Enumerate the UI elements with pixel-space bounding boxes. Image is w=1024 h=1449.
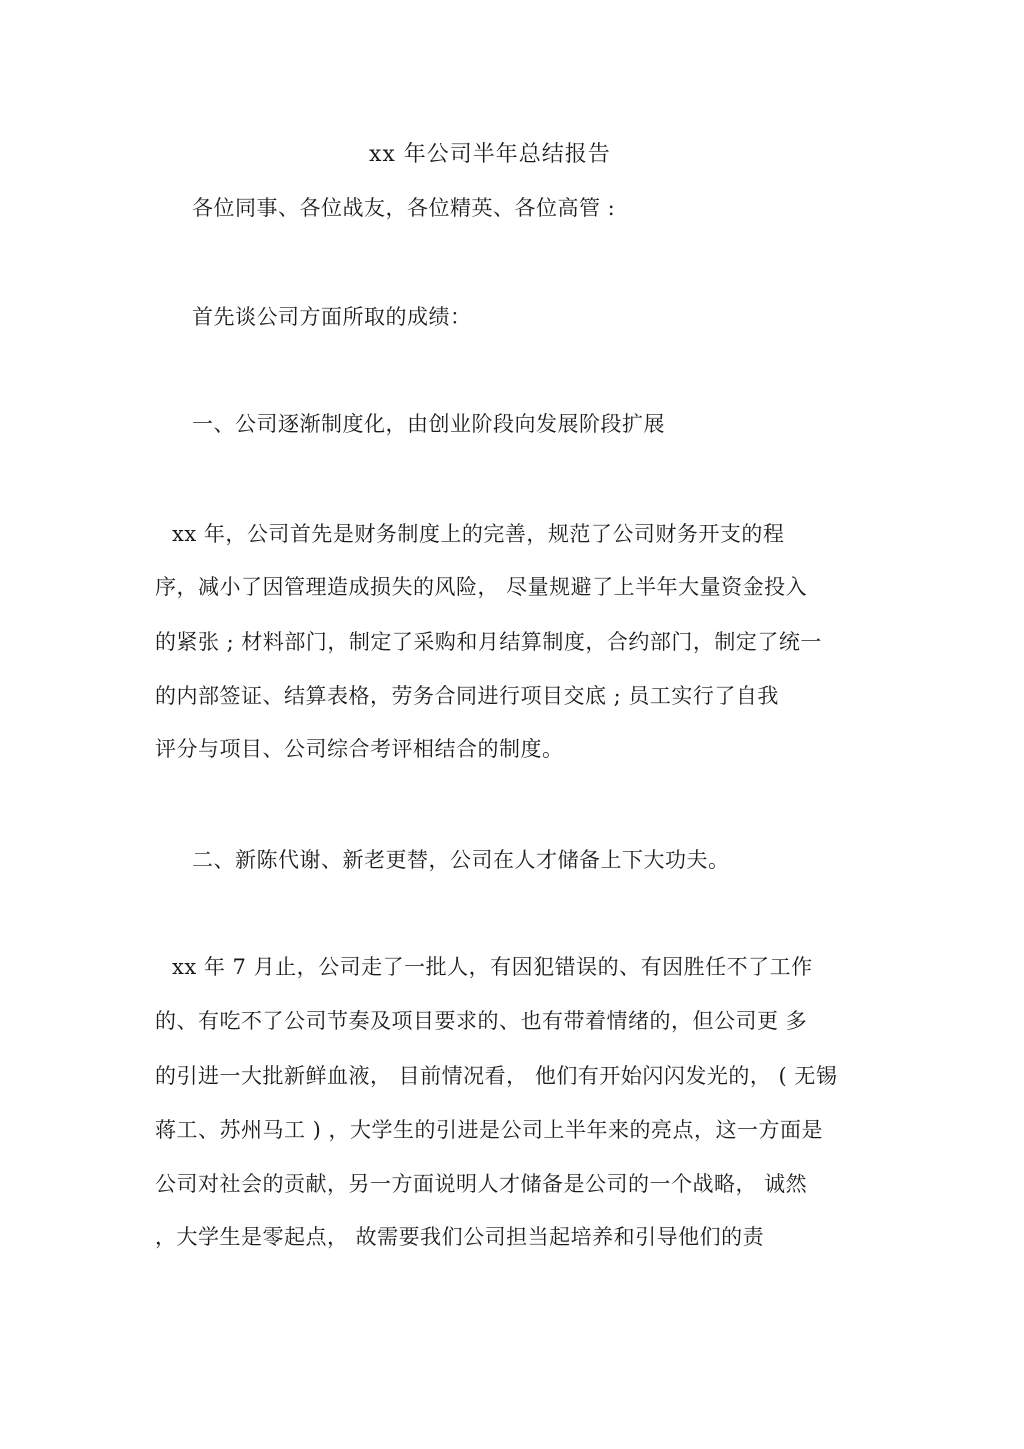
section-2-line: 的引进一大批新鲜血液， 目前情况看， 他们有开始闪闪发光的， ( 无锡	[155, 1064, 838, 1088]
salutation: 各位同事、各位战友，各位精英、各位高管 :	[192, 196, 616, 220]
section-2-line: xx 年 7 月止，公司走了一批人，有因犯错误的、有因胜任不了工作	[172, 955, 813, 979]
section-2-line: 的、有吃不了公司节奏及项目要求的、也有带着情绪的，但公司更 多	[155, 1009, 808, 1033]
section-1-line: 的紧张 ; 材料部门，制定了采购和月结算制度，合约部门，制定了统一	[155, 630, 822, 654]
document-title: xx 年公司半年总结报告	[369, 142, 611, 167]
section-2-line: 公司对社会的贡献，另一方面说明人才储备是公司的一个战略， 诚然	[155, 1172, 808, 1196]
section-2-line: 蒋工、苏州马工 ) ，大学生的引进是公司上半年来的亮点，这一方面是	[155, 1118, 824, 1142]
section-1-line: xx 年，公司首先是财务制度上的完善，规范了公司财务开支的程	[172, 522, 785, 546]
section-2-line: ，大学生是零起点， 故需要我们公司担当起培养和引导他们的责	[155, 1225, 765, 1249]
section-1-line: 的内部签证、结算表格，劳务合同进行项目交底 ; 员工实行了自我	[155, 684, 779, 708]
section-1-line: 评分与项目、公司综合考评相结合的制度。	[155, 737, 564, 761]
section-1-line: 序，减小了因管理造成损失的风险， 尽量规避了上半年大量资金投入	[155, 575, 808, 599]
section-1-heading: 一、公司逐渐制度化，由创业阶段向发展阶段扩展	[192, 412, 665, 436]
section-2-heading: 二、新陈代谢、新老更替，公司在人才储备上下大功夫。	[192, 848, 730, 872]
intro-paragraph: 首先谈公司方面所取的成绩：	[192, 305, 472, 329]
